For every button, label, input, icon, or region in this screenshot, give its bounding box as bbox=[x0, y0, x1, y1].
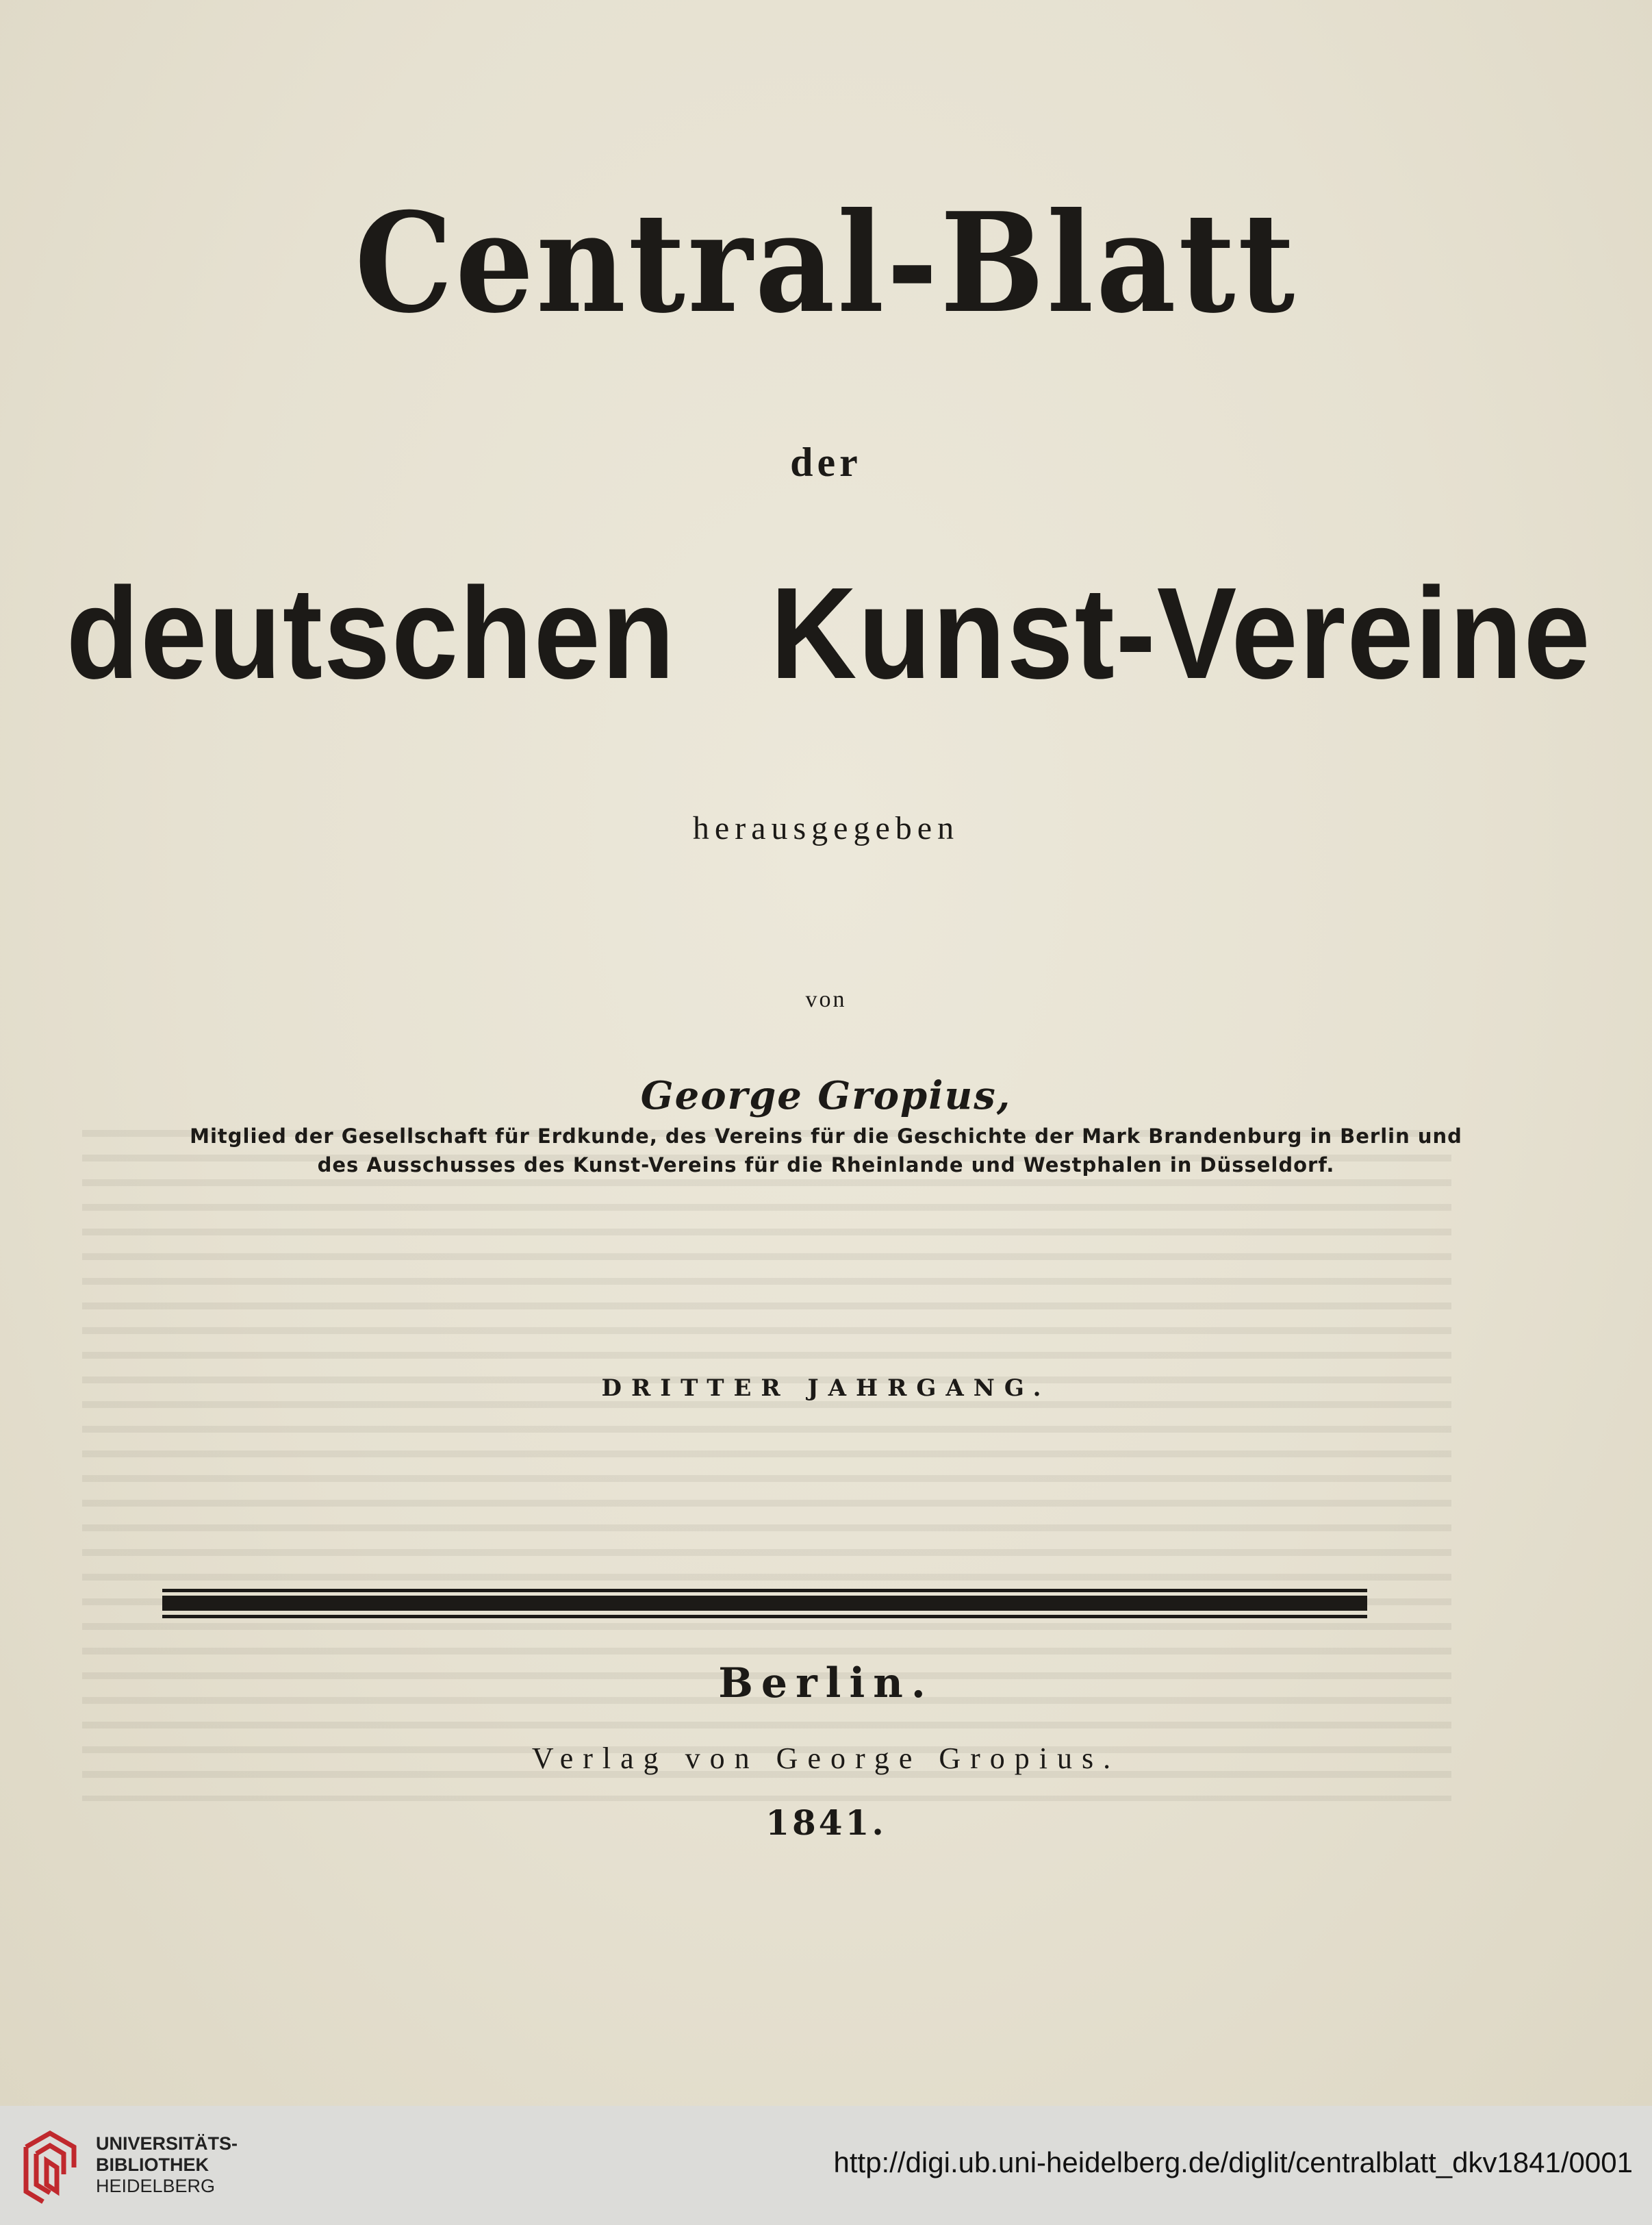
library-name-line-2: BIBLIOTHEK bbox=[96, 2154, 209, 2175]
library-name-line-3: HEIDELBERG bbox=[96, 2176, 216, 2196]
herausgegeben-text: herausgegeben bbox=[692, 810, 960, 846]
author-affiliation-line-2: des Ausschusses des Kunst-Vereins für die Rheinlande und Westphalen in Düsseldorf. bbox=[317, 1153, 1335, 1177]
library-name-line-1: UNIVERSITÄTS- bbox=[96, 2133, 238, 2154]
von-text: von bbox=[805, 987, 847, 1012]
edition-label: DRITTER JAHRGANG. bbox=[601, 1374, 1051, 1402]
author-affiliation-line-1: Mitglied der Gesellschaft für Erdkunde, des Vereins für die Geschichte der Mark Brandenburg in Berlin und bbox=[190, 1124, 1462, 1148]
library-name bbox=[96, 2133, 238, 2197]
publication-city: Berlin. bbox=[718, 1659, 934, 1707]
title-der: der bbox=[790, 440, 862, 485]
publication-year: 1841. bbox=[765, 1802, 887, 1843]
title-sub bbox=[66, 561, 1592, 706]
decorative-rule bbox=[162, 1589, 1367, 1619]
title-main: Central-Blatt bbox=[355, 183, 1297, 344]
permalink-url[interactable]: http://digi.ub.uni-heidelberg.de/diglit/centralblatt_dkv1841/0001 bbox=[833, 2146, 1633, 2178]
ub-heidelberg-logo-icon bbox=[19, 2126, 88, 2209]
library-footer bbox=[0, 2106, 1652, 2225]
title-sub-word-1: deutschen bbox=[66, 561, 676, 706]
publisher-line: Verlag von George Gropius. bbox=[531, 1742, 1121, 1775]
author-name: George Gropius, bbox=[640, 1073, 1012, 1118]
title-sub-word-2: Kunst-Vereine bbox=[770, 561, 1592, 706]
